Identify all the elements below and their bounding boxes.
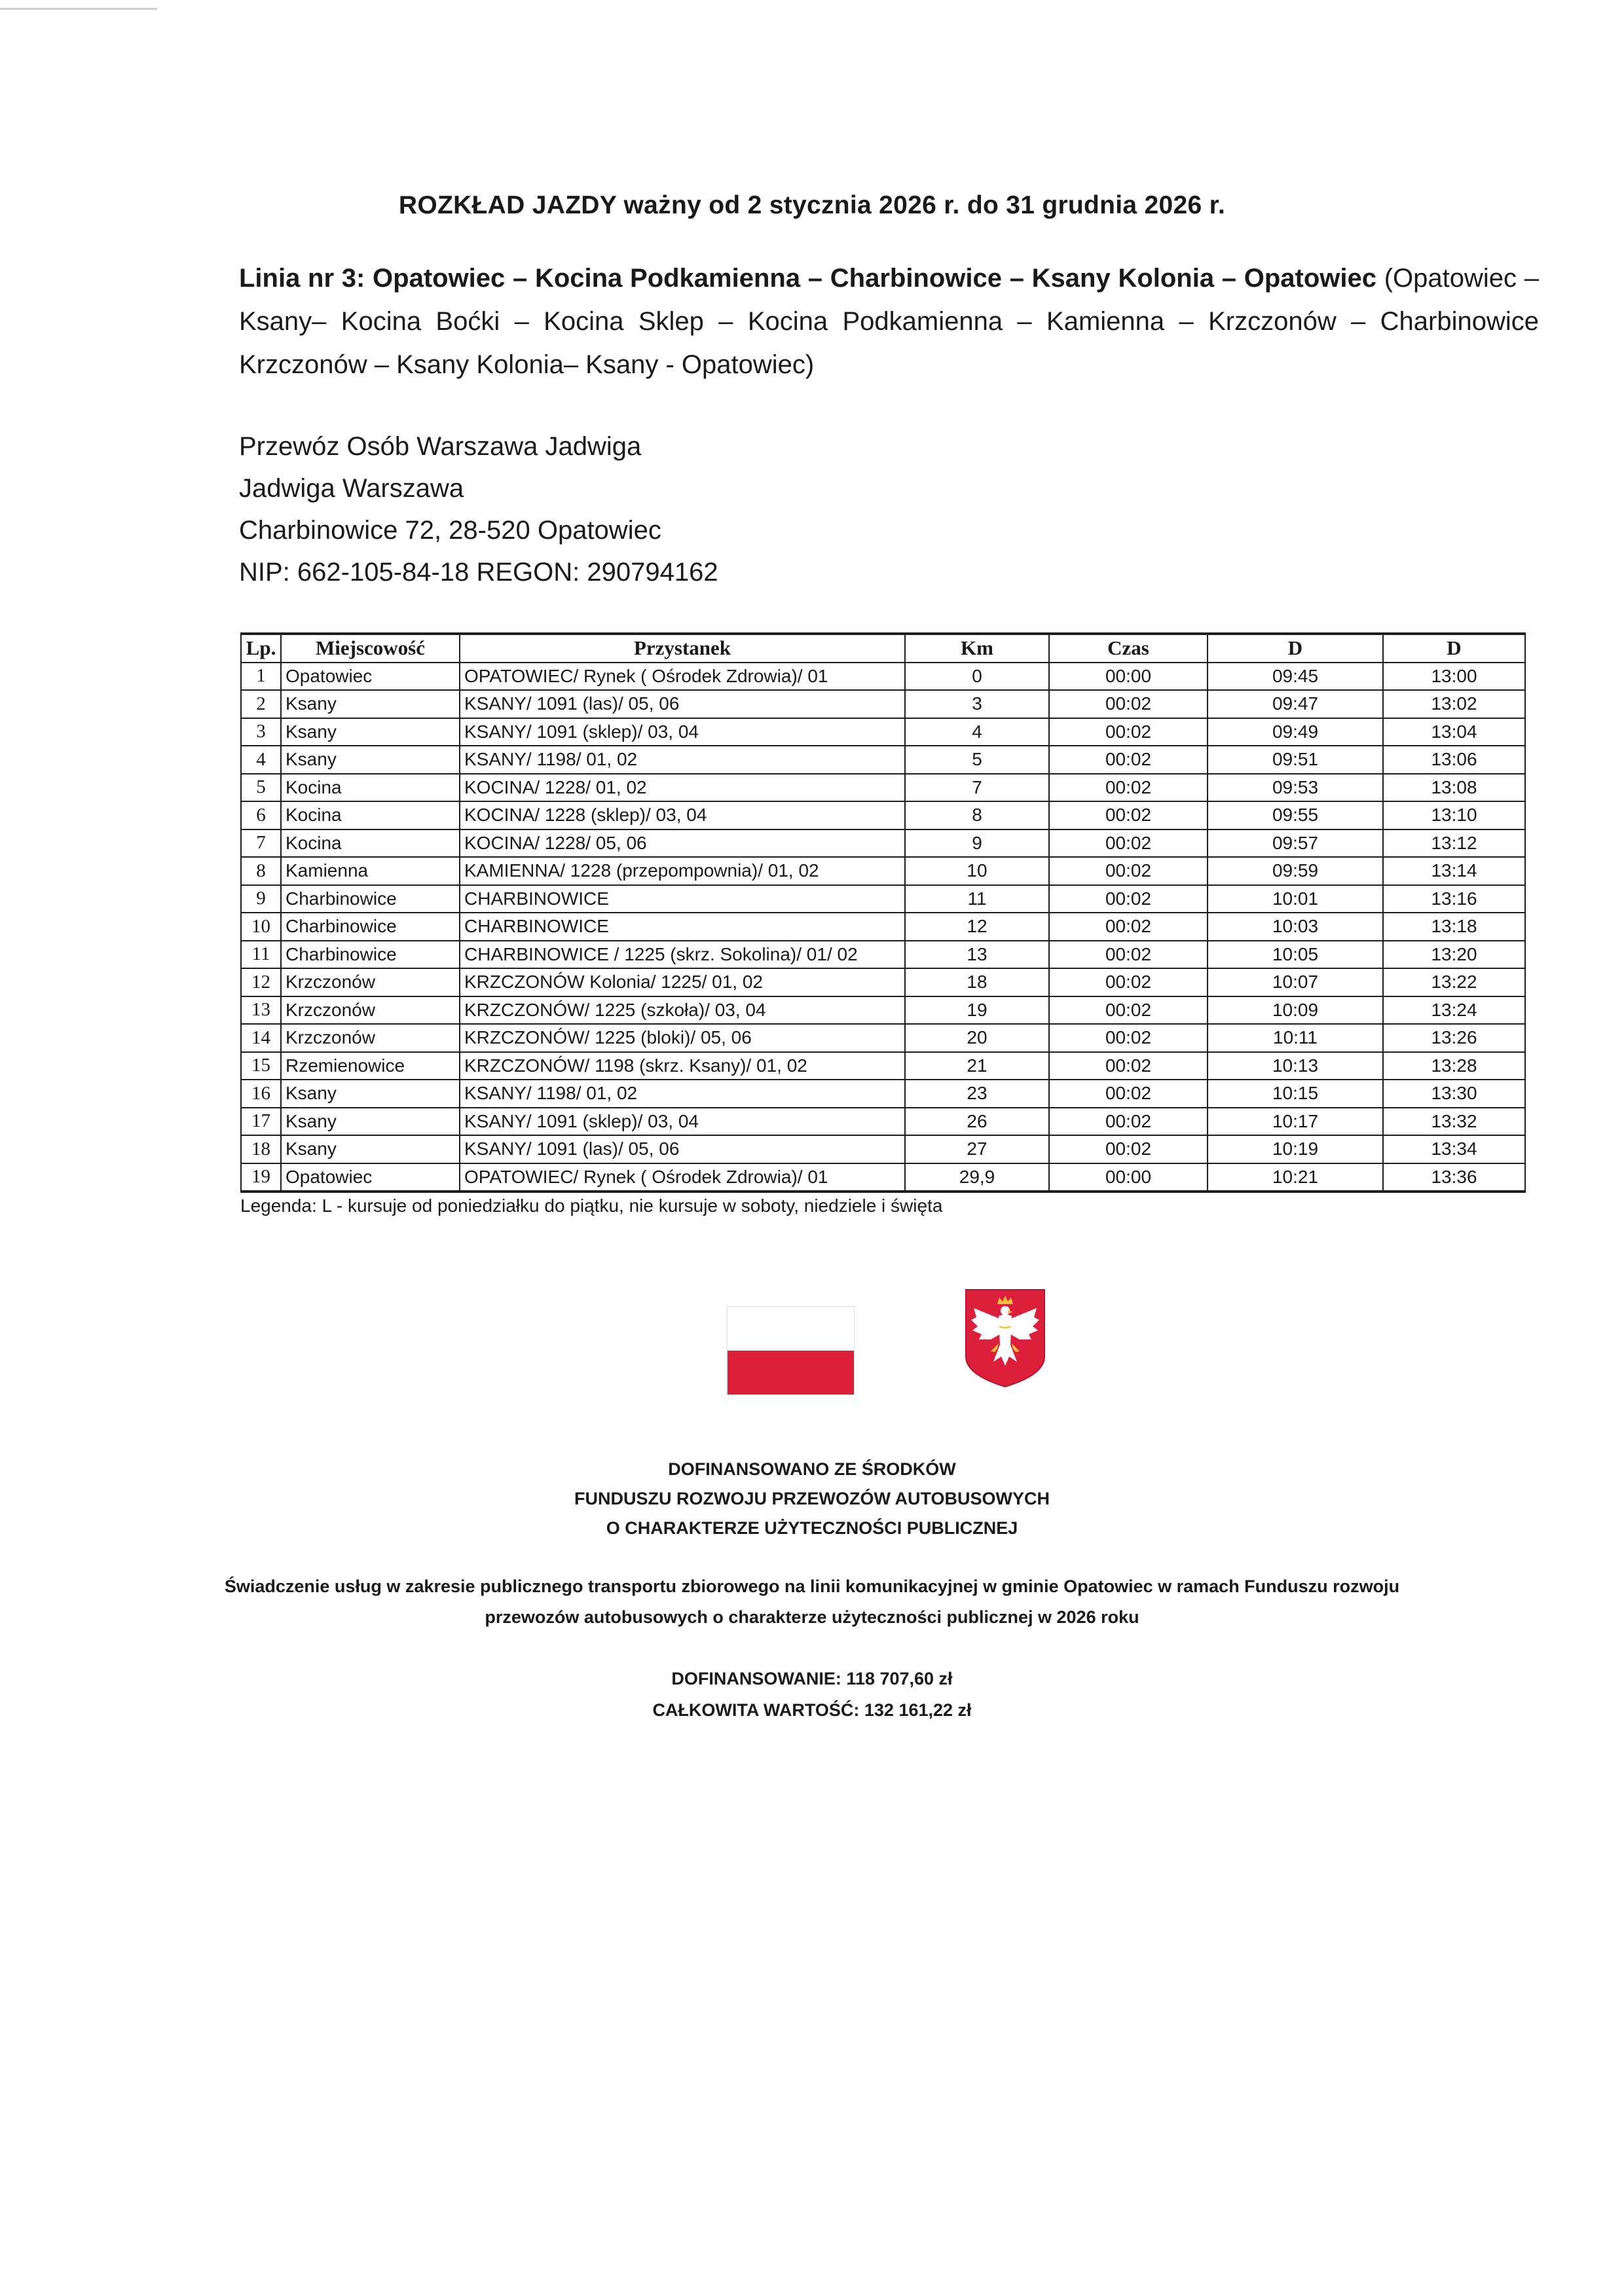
cell-stop: KRZCZONÓW Kolonia/ 1225/ 01, 02 (460, 968, 905, 996)
cell-course-2: 13:18 (1383, 913, 1525, 941)
cell-course-2: 13:10 (1383, 801, 1525, 829)
cell-course-1: 10:21 (1208, 1163, 1383, 1192)
cell-stop: KOCINA/ 1228 (sklep)/ 03, 04 (460, 801, 905, 829)
cell-course-1: 09:59 (1208, 857, 1383, 885)
table-row (241, 718, 1525, 746)
cell-locality: Ksany (281, 690, 460, 718)
cell-course-2: 13:02 (1383, 690, 1525, 718)
cell-time: 00:02 (1049, 913, 1208, 941)
cell-course-1: 10:19 (1208, 1135, 1383, 1163)
cell-locality: Krzczonów (281, 968, 460, 996)
cell-lp: 19 (241, 1163, 281, 1192)
polish-flag (727, 1306, 855, 1395)
cell-course-2: 13:34 (1383, 1135, 1525, 1163)
cell-locality: Opatowiec (281, 663, 460, 691)
cell-km: 3 (905, 690, 1049, 718)
cell-course-1: 10:13 (1208, 1052, 1383, 1080)
col-header-course-1: D (1208, 634, 1383, 663)
table-row (241, 941, 1525, 969)
cell-km: 8 (905, 801, 1049, 829)
cell-km: 29,9 (905, 1163, 1049, 1192)
cell-time: 00:02 (1049, 941, 1208, 969)
cell-stop: KOCINA/ 1228/ 05, 06 (460, 829, 905, 858)
cell-lp: 10 (241, 913, 281, 941)
cell-course-2: 13:12 (1383, 829, 1525, 858)
cell-km: 19 (905, 996, 1049, 1025)
col-header-locality: Miejscowość (281, 634, 460, 663)
cell-course-2: 13:24 (1383, 996, 1525, 1025)
col-header-km: Km (905, 634, 1049, 663)
cell-time: 00:02 (1049, 1024, 1208, 1052)
table-row (241, 996, 1525, 1025)
cell-km: 7 (905, 774, 1049, 802)
cell-time: 00:02 (1049, 996, 1208, 1025)
cell-course-1: 09:51 (1208, 746, 1383, 774)
funding-amount: DOFINANSOWANIE: 118 707,60 zł (671, 1669, 953, 1688)
route-detail: (Opatowiec – Ksany– Kocina Boćki – Kocina Sklep – Kocina Podkamienna – Kamienna – Krzczonów – Charbinowice Krzczonów – Ksany Kolonia– Ksany - Opatowiec) (239, 264, 1539, 379)
cell-locality: Kocina (281, 774, 460, 802)
table-row (241, 1163, 1525, 1192)
cell-course-2: 13:28 (1383, 1052, 1525, 1080)
cell-course-1: 09:53 (1208, 774, 1383, 802)
total-value: CAŁKOWITA WARTOŚĆ: 132 161,22 zł (652, 1700, 972, 1720)
funding-header (0, 1455, 1624, 1543)
cell-km: 18 (905, 968, 1049, 996)
timetable-header-row (241, 634, 1525, 663)
cell-course-1: 09:55 (1208, 801, 1383, 829)
cell-km: 4 (905, 718, 1049, 746)
cell-locality: Ksany (281, 1080, 460, 1108)
table-row (241, 801, 1525, 829)
cell-stop: KSANY/ 1198/ 01, 02 (460, 746, 905, 774)
cell-time: 00:02 (1049, 774, 1208, 802)
cell-lp: 5 (241, 774, 281, 802)
route-main: Linia nr 3: Opatowiec – Kocina Podkamienna – Charbinowice – Ksany Kolonia – Opatowiec (239, 264, 1377, 293)
table-row (241, 1024, 1525, 1052)
funding-line-3: O CHARAKTERZE UŻYTECZNOŚCI PUBLICZNEJ (606, 1518, 1018, 1538)
cell-course-1: 10:11 (1208, 1024, 1383, 1052)
cell-locality: Charbinowice (281, 913, 460, 941)
cell-lp: 4 (241, 746, 281, 774)
timetable-title: ROZKŁAD JAZDY ważny od 2 stycznia 2026 r. do 31 grudnia 2026 r. (398, 191, 1226, 219)
cell-lp: 16 (241, 1080, 281, 1108)
table-row (241, 1135, 1525, 1163)
cell-km: 5 (905, 746, 1049, 774)
cell-stop: KSANY/ 1198/ 01, 02 (460, 1080, 905, 1108)
cell-course-2: 13:32 (1383, 1108, 1525, 1136)
timetable (240, 632, 1526, 1193)
cell-km: 27 (905, 1135, 1049, 1163)
cell-locality: Ksany (281, 718, 460, 746)
cell-locality: Krzczonów (281, 996, 460, 1025)
flag-red-stripe (728, 1351, 854, 1394)
timetable-legend: Legenda: L - kursuje od poniedziałku do piątku, nie kursuje w soboty, niedziele i święta (240, 1195, 943, 1216)
cell-stop: CHARBINOWICE (460, 913, 905, 941)
cell-stop: KRZCZONÓW/ 1225 (szkoła)/ 03, 04 (460, 996, 905, 1025)
cell-course-1: 10:15 (1208, 1080, 1383, 1108)
table-row (241, 885, 1525, 913)
cell-stop: CHARBINOWICE / 1225 (skrz. Sokolina)/ 01/ 02 (460, 941, 905, 969)
cell-course-1: 09:49 (1208, 718, 1383, 746)
cell-km: 13 (905, 941, 1049, 969)
carrier-name: Przewóz Osób Warszawa Jadwiga (239, 432, 642, 461)
cell-course-2: 13:36 (1383, 1163, 1525, 1192)
carrier-owner: Jadwiga Warszawa (239, 474, 464, 503)
cell-time: 00:02 (1049, 1108, 1208, 1136)
funding-line-2: FUNDUSZU ROZWOJU PRZEWOZÓW AUTOBUSOWYCH (574, 1489, 1050, 1508)
cell-time: 00:02 (1049, 746, 1208, 774)
col-header-lp: Lp. (241, 634, 281, 663)
carrier-address: Charbinowice 72, 28-520 Opatowiec (239, 516, 661, 545)
cell-km: 10 (905, 857, 1049, 885)
cell-lp: 7 (241, 829, 281, 858)
cell-km: 23 (905, 1080, 1049, 1108)
cell-lp: 13 (241, 996, 281, 1025)
cell-lp: 18 (241, 1135, 281, 1163)
cell-stop: KSANY/ 1091 (sklep)/ 03, 04 (460, 1108, 905, 1136)
cell-km: 9 (905, 829, 1049, 858)
col-header-time: Czas (1049, 634, 1208, 663)
table-row (241, 1108, 1525, 1136)
funding-line-1: DOFINANSOWANO ZE ŚRODKÓW (668, 1459, 956, 1479)
cell-time: 00:02 (1049, 1135, 1208, 1163)
cell-lp: 3 (241, 718, 281, 746)
route-description (239, 257, 1539, 386)
cell-course-1: 09:57 (1208, 829, 1383, 858)
cell-locality: Krzczonów (281, 1024, 460, 1052)
cell-lp: 9 (241, 885, 281, 913)
cell-stop: CHARBINOWICE (460, 885, 905, 913)
cell-locality: Ksany (281, 746, 460, 774)
table-row (241, 1052, 1525, 1080)
cell-course-1: 10:09 (1208, 996, 1383, 1025)
cell-locality: Charbinowice (281, 941, 460, 969)
cell-stop: KOCINA/ 1228/ 01, 02 (460, 774, 905, 802)
cell-lp: 14 (241, 1024, 281, 1052)
cell-course-1: 10:03 (1208, 913, 1383, 941)
table-row (241, 968, 1525, 996)
cell-km: 12 (905, 913, 1049, 941)
cell-course-2: 13:30 (1383, 1080, 1525, 1108)
cell-course-1: 10:07 (1208, 968, 1383, 996)
cell-locality: Kocina (281, 801, 460, 829)
table-row (241, 690, 1525, 718)
cell-course-1: 10:05 (1208, 941, 1383, 969)
carrier-info (239, 426, 718, 593)
cell-time: 00:02 (1049, 829, 1208, 858)
cell-lp: 1 (241, 663, 281, 691)
cell-locality: Opatowiec (281, 1163, 460, 1192)
cell-locality: Kocina (281, 829, 460, 858)
cell-stop: KRZCZONÓW/ 1198 (skrz. Ksany)/ 01, 02 (460, 1052, 905, 1080)
cell-lp: 12 (241, 968, 281, 996)
cell-course-1: 09:45 (1208, 663, 1383, 691)
cell-course-1: 10:01 (1208, 885, 1383, 913)
cell-locality: Charbinowice (281, 885, 460, 913)
cell-course-2: 13:16 (1383, 885, 1525, 913)
cell-locality: Ksany (281, 1108, 460, 1136)
cell-course-1: 10:17 (1208, 1108, 1383, 1136)
carrier-ids: NIP: 662-105-84-18 REGON: 290794162 (239, 558, 718, 587)
cell-time: 00:02 (1049, 968, 1208, 996)
cell-time: 00:02 (1049, 1052, 1208, 1080)
cell-km: 21 (905, 1052, 1049, 1080)
cell-lp: 15 (241, 1052, 281, 1080)
cell-time: 00:02 (1049, 801, 1208, 829)
table-row (241, 829, 1525, 858)
cell-locality: Rzemienowice (281, 1052, 460, 1080)
cell-km: 20 (905, 1024, 1049, 1052)
cell-course-2: 13:06 (1383, 746, 1525, 774)
service-description: Świadczenie usług w zakresie publicznego transportu zbiorowego na linii komunikacyjnej w gminie Opatowiec w ramach Funduszu rozwoju przewozów autobusowych o charakterze użyteczności publicznej w 2026 roku (224, 1576, 1400, 1627)
cell-course-2: 13:20 (1383, 941, 1525, 969)
table-row (241, 857, 1525, 885)
table-row (241, 913, 1525, 941)
cell-stop: KAMIENNA/ 1228 (przepompownia)/ 01, 02 (460, 857, 905, 885)
col-header-course-2: D (1383, 634, 1525, 663)
cell-time: 00:02 (1049, 718, 1208, 746)
timetable-body (241, 663, 1525, 1192)
funding-amounts (0, 1663, 1624, 1726)
cell-course-2: 13:08 (1383, 774, 1525, 802)
cell-lp: 17 (241, 1108, 281, 1136)
cell-time: 00:02 (1049, 1080, 1208, 1108)
cell-time: 00:02 (1049, 857, 1208, 885)
cell-course-2: 13:22 (1383, 968, 1525, 996)
cell-lp: 2 (241, 690, 281, 718)
col-header-stop: Przystanek (460, 634, 905, 663)
cell-stop: KRZCZONÓW/ 1225 (bloki)/ 05, 06 (460, 1024, 905, 1052)
cell-stop: KSANY/ 1091 (las)/ 05, 06 (460, 690, 905, 718)
cell-km: 26 (905, 1108, 1049, 1136)
cell-km: 0 (905, 663, 1049, 691)
flag-white-stripe (728, 1307, 854, 1351)
table-row (241, 746, 1525, 774)
cell-km: 11 (905, 885, 1049, 913)
cell-time: 00:00 (1049, 663, 1208, 691)
cell-lp: 6 (241, 801, 281, 829)
cell-stop: KSANY/ 1091 (sklep)/ 03, 04 (460, 718, 905, 746)
cell-course-2: 13:04 (1383, 718, 1525, 746)
cell-time: 00:02 (1049, 885, 1208, 913)
cell-locality: Ksany (281, 1135, 460, 1163)
table-row (241, 1080, 1525, 1108)
polish-emblem-icon (965, 1288, 1046, 1388)
cell-time: 00:00 (1049, 1163, 1208, 1192)
cell-stop: KSANY/ 1091 (las)/ 05, 06 (460, 1135, 905, 1163)
cell-course-1: 09:47 (1208, 690, 1383, 718)
cell-locality: Kamienna (281, 857, 460, 885)
table-row (241, 663, 1525, 691)
cell-stop: OPATOWIEC/ Rynek ( Ośrodek Zdrowia)/ 01 (460, 1163, 905, 1192)
cell-lp: 8 (241, 857, 281, 885)
table-row (241, 774, 1525, 802)
scan-artifact-line (0, 8, 157, 10)
cell-stop: OPATOWIEC/ Rynek ( Ośrodek Zdrowia)/ 01 (460, 663, 905, 691)
cell-course-2: 13:00 (1383, 663, 1525, 691)
cell-course-2: 13:26 (1383, 1024, 1525, 1052)
cell-time: 00:02 (1049, 690, 1208, 718)
cell-course-2: 13:14 (1383, 857, 1525, 885)
cell-lp: 11 (241, 941, 281, 969)
